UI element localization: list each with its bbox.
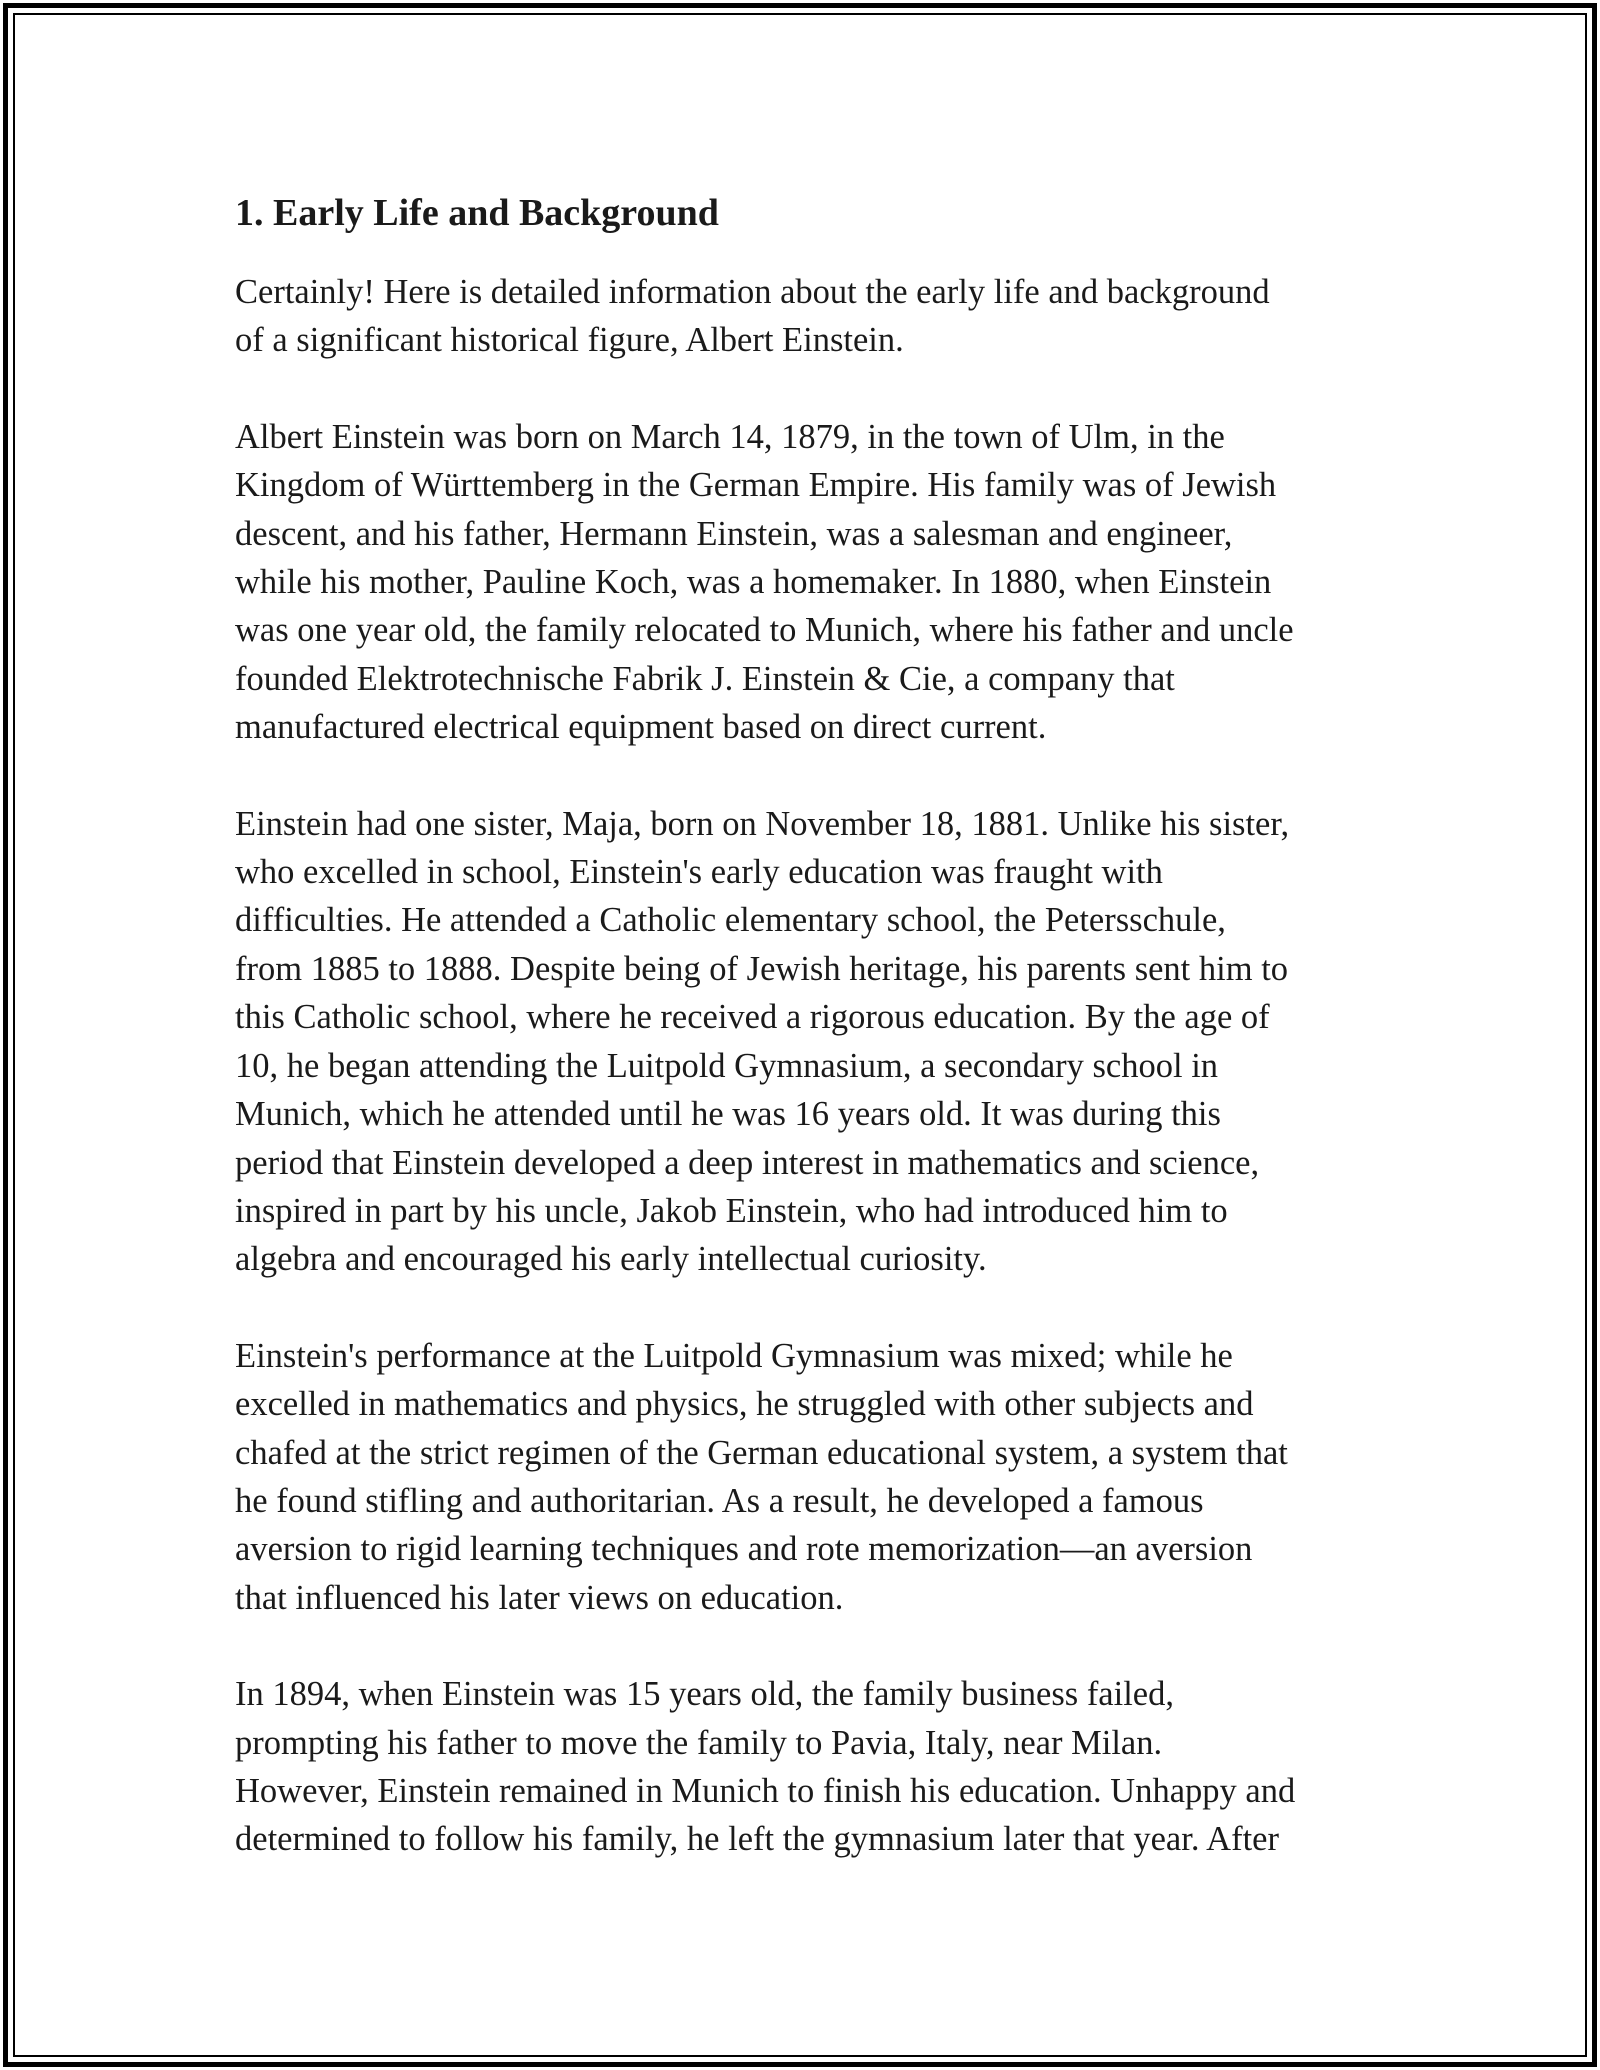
text-line: chafed at the strict regimen of the German educational system, a system that [235,1433,1288,1472]
text-line: In 1894, when Einstein was 15 years old, the family business failed, [235,1675,1174,1714]
paragraph-intro [235,268,1415,365]
text-line: 10, he began attending the Luitpold Gymnasium, a secondary school in [235,1046,1219,1085]
text-line: from 1885 to 1888. Despite being of Jewish heritage, his parents sent him to [235,949,1289,988]
paragraph-gymnasium [235,1332,1415,1622]
text-line: while his mother, Pauline Koch, was a homemaker. In 1880, when Einstein [235,563,1272,602]
paragraph-education [235,800,1415,1284]
text-line: who excelled in school, Einstein's early education was fraught with [235,853,1163,892]
text-line: was one year old, the family relocated to Munich, where his father and uncle [235,611,1294,650]
text-line: Munich, which he attended until he was 16 years old. It was during this [235,1095,1221,1134]
text-line: inspired in part by his uncle, Jakob Einstein, who had introduced him to [235,1191,1228,1230]
text-line: he found stifling and authoritarian. As a result, he developed a famous [235,1481,1204,1520]
text-line: determined to follow his family, he left the gymnasium later that year. After [235,1820,1279,1859]
text-line: of a significant historical figure, Albert Einstein. [235,321,904,360]
text-line: manufactured electrical equipment based on direct current. [235,708,1047,747]
text-line: Einstein's performance at the Luitpold Gymnasium was mixed; while he [235,1336,1233,1375]
text-line: this Catholic school, where he received a rigorous education. By the age of [235,998,1270,1037]
text-line: period that Einstein developed a deep interest in mathematics and science, [235,1143,1260,1182]
text-line: aversion to rigid learning techniques and rote memorization—an aversion [235,1530,1253,1569]
text-line: prompting his father to move the family to Pavia, Italy, near Milan. [235,1723,1163,1762]
text-line: Einstein had one sister, Maja, born on November 18, 1881. Unlike his sister, [235,804,1290,843]
text-line: Certainly! Here is detailed information about the early life and background [235,273,1270,311]
section-heading: 1. Early Life and Background [235,192,719,234]
text-line: algebra and encouraged his early intellectual curiosity. [235,1240,987,1279]
text-line: Albert Einstein was born on March 14, 1879, in the town of Ulm, in the [235,417,1225,456]
text-line: founded Elektrotechnische Fabrik J. Einstein & Cie, a company that [235,659,1175,698]
text-line: that influenced his later views on education. [235,1578,844,1617]
paragraph-relocation [235,1670,1415,1864]
text-line: difficulties. He attended a Catholic elementary school, the Petersschule, [235,901,1226,940]
document-body [235,180,1415,1912]
text-line: descent, and his father, Hermann Einstein, was a salesman and engineer, [235,514,1233,553]
text-line: However, Einstein remained in Munich to finish his education. Unhappy and [235,1771,1296,1810]
text-line: excelled in mathematics and physics, he struggled with other subjects and [235,1385,1254,1424]
text-line: Kingdom of Württemberg in the German Empire. His family was of Jewish [235,466,1277,505]
paragraph-birth [235,413,1415,752]
